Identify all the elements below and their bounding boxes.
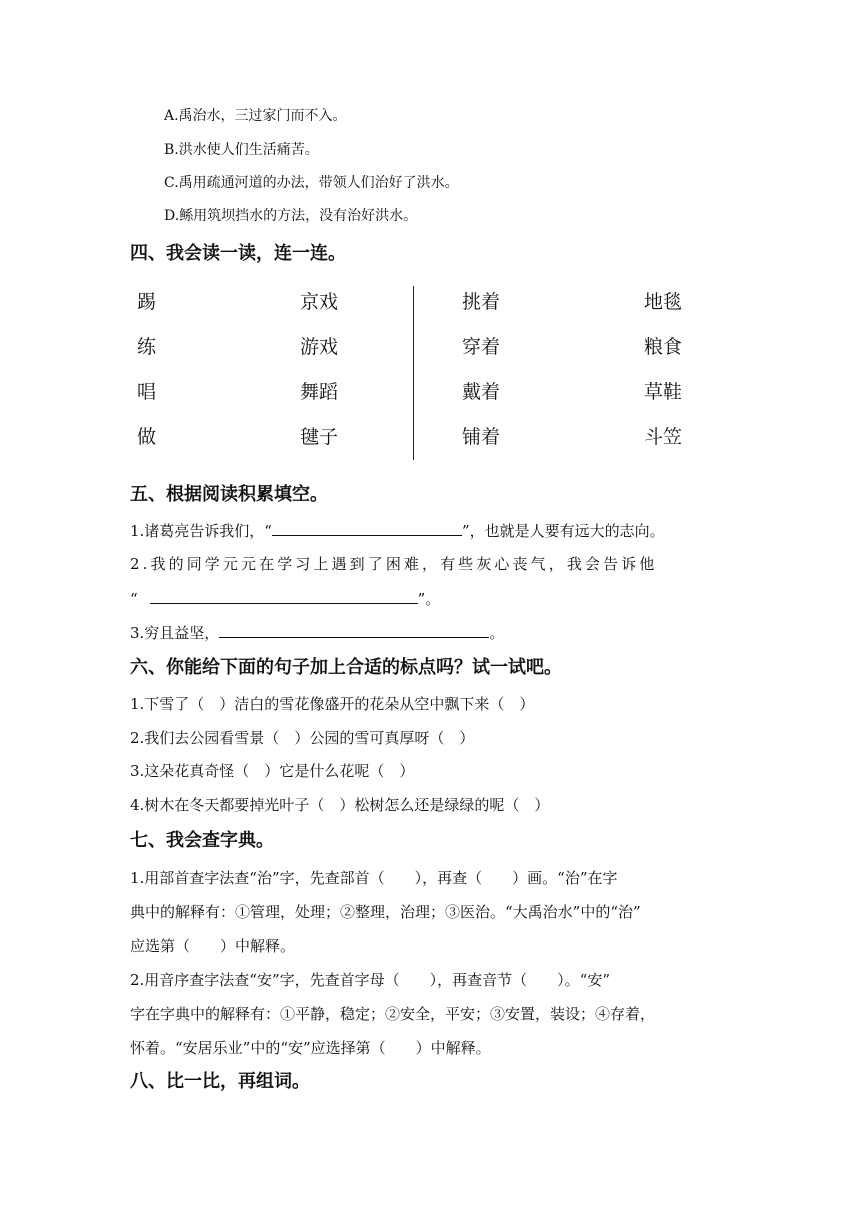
option-d: D.鲧用筑坝挡水的方法，没有治好洪水。 bbox=[164, 208, 418, 224]
section-6-title: 六、你能给下面的句子加上合适的标点吗？试一试吧。 bbox=[130, 657, 562, 678]
dictionary-line-3: 应选第（ ）中解释。 bbox=[130, 937, 296, 955]
column-divider bbox=[413, 286, 414, 460]
word-col3-4: 铺着 bbox=[462, 426, 501, 448]
option-b: B.洪水使人们生活痛苦。 bbox=[164, 142, 319, 158]
q2-close: ”。 bbox=[417, 590, 441, 608]
q3-blank[interactable] bbox=[219, 621, 489, 638]
dictionary-line-6: 怀着。“安居乐业”中的“安”应选择第（ ）中解释。 bbox=[130, 1039, 491, 1057]
punctuation-line-2: 2.我们去公园看雪景（ ）公园的雪可真厚呀（ ） bbox=[130, 729, 475, 747]
word-col4-4: 斗笠 bbox=[644, 426, 683, 448]
q3-start: 3.穷且益坚， bbox=[130, 624, 220, 642]
fill-question-3 bbox=[130, 621, 504, 644]
dictionary-line-1: 1.用部首查字法查“治”字，先查部首（ ），再查（ ）画。“治”在字 bbox=[130, 869, 618, 887]
word-col3-3: 戴着 bbox=[462, 381, 501, 403]
word-col4-2: 粮食 bbox=[644, 336, 683, 358]
punctuation-line-3: 3.这朵花真奇怪（ ）它是什么花呢（ ） bbox=[130, 762, 415, 780]
option-c: C.禹用疏通河道的办法，带领人们治好了洪水。 bbox=[164, 175, 459, 191]
dictionary-line-4: 2.用音序查字法查“安”字，先查首字母（ ），再查音节（ ）。“安” bbox=[130, 971, 610, 989]
word-col1-4: 做 bbox=[137, 426, 157, 448]
q1-blank[interactable] bbox=[272, 519, 462, 536]
word-col2-4: 毽子 bbox=[300, 426, 339, 448]
word-col1-3: 唱 bbox=[137, 381, 157, 403]
fill-question-2-line1: 2.我的同学元元在学习上遇到了困难，有些灰心丧气，我会告诉他 bbox=[130, 555, 658, 573]
section-7-title: 七、我会查字典。 bbox=[130, 830, 274, 851]
word-col2-1: 京戏 bbox=[300, 291, 339, 313]
punctuation-line-4: 4.树木在冬天都要掉光叶子（ ）松树怎么还是绿绿的呢（ ） bbox=[130, 796, 550, 814]
word-col3-1: 挑着 bbox=[462, 291, 501, 313]
option-a: A.禹治水，三过家门而不入。 bbox=[164, 108, 347, 124]
word-col4-3: 草鞋 bbox=[644, 381, 683, 403]
word-col4-1: 地毯 bbox=[644, 291, 683, 313]
section-5-title: 五、根据阅读积累填空。 bbox=[130, 484, 328, 505]
section-8-title: 八、比一比，再组词。 bbox=[130, 1071, 310, 1092]
word-col2-2: 游戏 bbox=[300, 336, 339, 358]
dictionary-line-5: 字在字典中的解释有：①平静，稳定；②安全，平安；③安置，装设；④存着， bbox=[130, 1005, 656, 1023]
punctuation-line-1: 1.下雪了（ ）洁白的雪花像盛开的花朵从空中飘下来（ ） bbox=[130, 695, 535, 713]
section-4-title: 四、我会读一读，连一连。 bbox=[130, 243, 346, 264]
word-col1-1: 踢 bbox=[137, 291, 157, 313]
q2-blank[interactable] bbox=[150, 587, 418, 604]
fill-question-2-line2 bbox=[130, 587, 440, 610]
q3-end: 。 bbox=[489, 624, 505, 642]
q1-end: ”，也就是人要有远大的志向。 bbox=[461, 522, 665, 540]
q1-start: 1.诸葛亮告诉我们，“ bbox=[130, 522, 272, 540]
fill-question-1 bbox=[130, 519, 665, 542]
word-col2-3: 舞蹈 bbox=[300, 381, 339, 403]
q2-open: “ bbox=[130, 590, 138, 608]
dictionary-line-2: 典中的解释有：①管理，处理；②整理，治理；③医治。“大禹治水”中的“治” bbox=[130, 903, 641, 921]
word-col1-2: 练 bbox=[137, 336, 157, 358]
word-col3-2: 穿着 bbox=[462, 336, 501, 358]
